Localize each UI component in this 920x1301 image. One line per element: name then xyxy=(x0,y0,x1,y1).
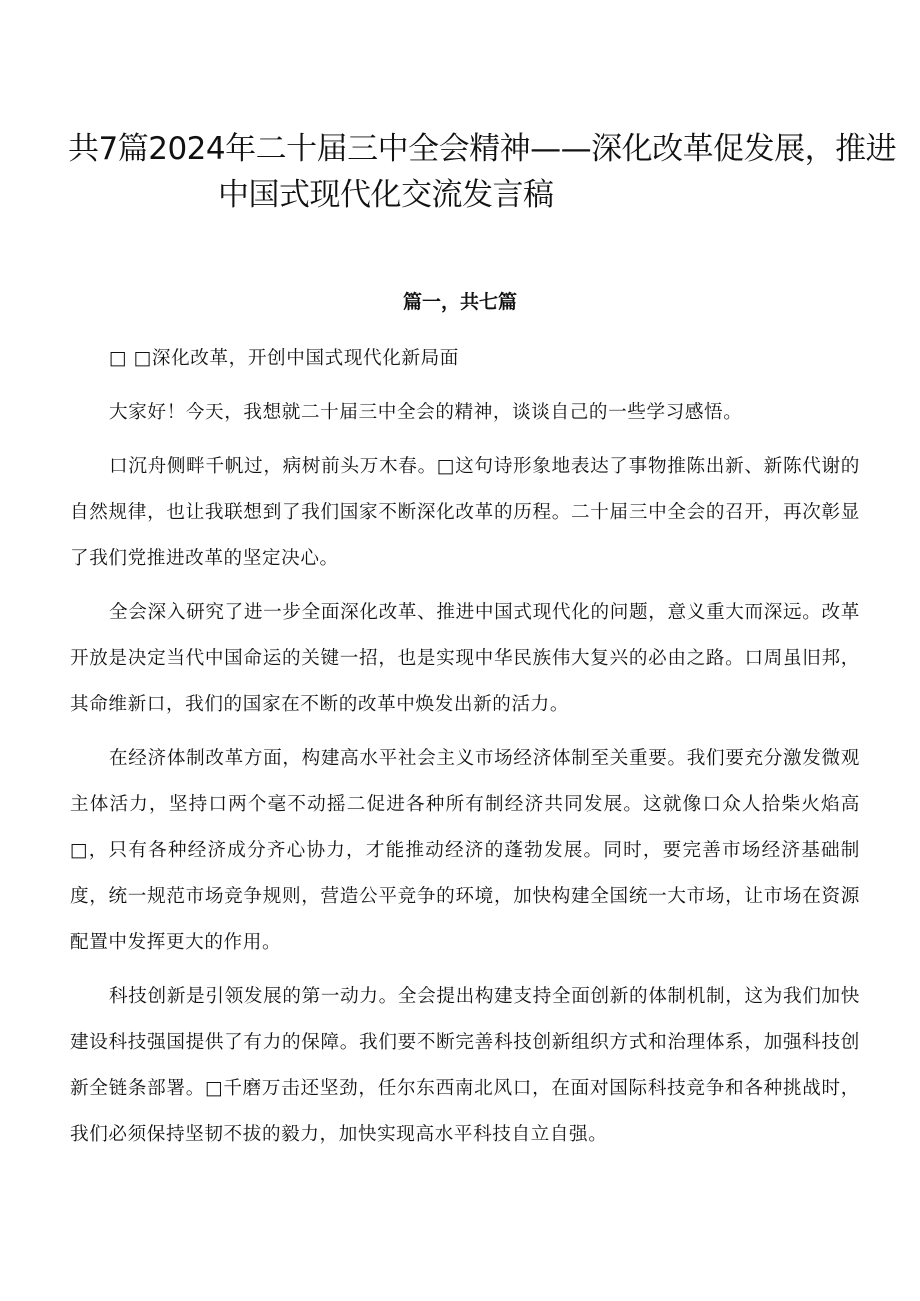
body-paragraph: 全会深入研究了进一步全面深化改革、推进中国式现代化的问题，意义重大而深远。改革开放是决定当代中国命运的关键一招，也是实现中华民族伟大复兴的必由之路。口周虽旧邦，其命维新口，我们的国家在不断的改革中焕发出新的活力。 xyxy=(70,602,860,715)
document-title-line-2: 中国式现代化交流发言稿 xyxy=(218,177,554,213)
document-title-line-1: 共7篇2024年二十届三中全会精神——深化改革促发展，推进 xyxy=(68,131,897,167)
body-paragraph: 在经济体制改革方面，构建高水平社会主义市场经济体制至关重要。我们要充分激发微观主体活力，坚持口两个毫不动摇二促进各种所有制经济共同发展。这就像口众人拾柴火焰高□，只有各种经济成分齐心协力，才能推动经济的蓬勃发展。同时，要完善市场经济基础制度，统一规范市场竞争规则，营造公平竞争的环境，加快构建全国统一大市场，让市场在资源配置中发挥更大的作用。 xyxy=(70,748,860,953)
greeting-paragraph: 大家好！今天，我想就二十届三中全会的精神，谈谈自己的一些学习感悟。 xyxy=(109,402,743,423)
body-paragraph: 口沉舟侧畔千帆过，病树前头万木春。□这句诗形象地表达了事物推陈出新、新陈代谢的自然规律，也让我联想到了我们国家不断深化改革的历程。二十届三中全会的召开，再次彰显了我们党推进改革的坚定决心。 xyxy=(70,456,860,569)
body-paragraph: 科技创新是引领发展的第一动力。全会提出构建支持全面创新的体制机制，这为我们加快建设科技强国提供了有力的保障。我们要不断完善科技创新组织方式和治理体系，加强科技创新全链条部署。□千磨万击还坚劲，任尔东西南北风口，在面对国际科技竞争和各种挑战时，我们必须保持坚韧不拔的毅力，加快实现高水平科技自立自强。 xyxy=(70,986,860,1145)
section-heading: 篇一，共七篇 xyxy=(402,291,517,313)
document-title xyxy=(60,126,897,218)
document-body xyxy=(70,336,860,1166)
speech-subheading: □ □深化改革，开创中国式现代化新局面 xyxy=(109,348,459,369)
